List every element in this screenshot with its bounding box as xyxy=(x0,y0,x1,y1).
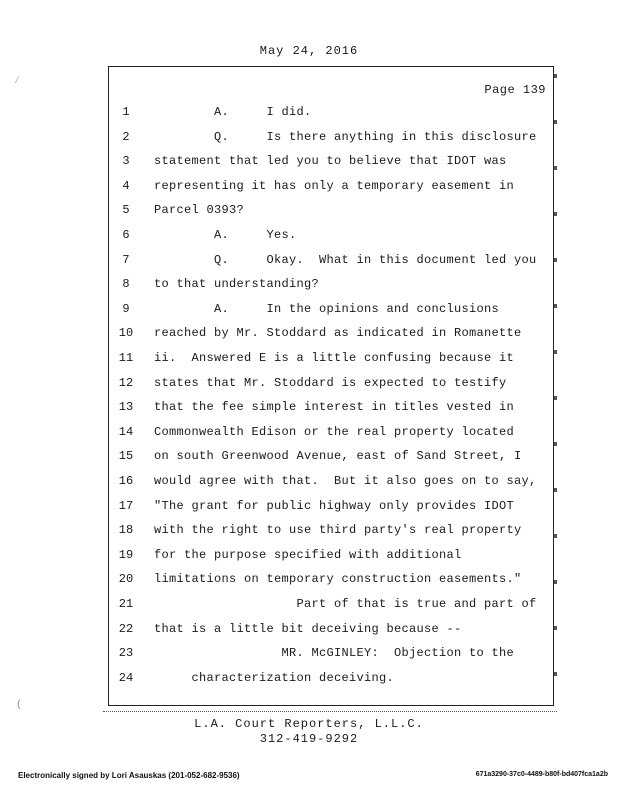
transcript-line xyxy=(108,105,554,129)
line-text: reached by Mr. Stoddard as indicated in Romanette xyxy=(154,326,522,341)
line-text: ii. Answered E is a little confusing because it xyxy=(154,351,515,365)
line-number: 20 xyxy=(118,572,134,587)
line-number: 17 xyxy=(118,498,134,513)
transcript-line xyxy=(108,179,554,203)
transcript-line xyxy=(108,474,554,498)
transcript-line xyxy=(108,449,554,473)
line-text: states that Mr. Stoddard is expected to testify xyxy=(154,375,507,390)
line-text: would agree with that. But it also goes on to say, xyxy=(154,474,537,488)
transcript-line xyxy=(108,572,554,596)
line-text: A. Yes. xyxy=(154,228,297,242)
transcript-line xyxy=(108,228,554,252)
transcript-line xyxy=(108,499,554,523)
line-number: 18 xyxy=(118,523,134,538)
scan-mark-top: ⁄ xyxy=(14,76,21,87)
line-text: for the purpose specified with additional xyxy=(154,547,462,562)
line-number: 11 xyxy=(118,351,134,365)
margin-tick xyxy=(554,442,557,446)
transcript-line xyxy=(108,376,554,400)
line-text: representing it has only a temporary easement in xyxy=(154,178,515,193)
line-text: Commonwealth Edison or the real property located xyxy=(154,424,515,439)
line-number: 9 xyxy=(122,301,130,316)
margin-ticks xyxy=(554,70,560,700)
reporter-phone: 312-419-9292 xyxy=(259,732,359,746)
line-text: Q. Is there anything in this disclosure xyxy=(154,129,537,144)
margin-tick xyxy=(554,672,557,676)
electronic-signature: Electronically signed by Lori Asauskas (201-052-682-9536) xyxy=(18,771,240,780)
line-number: 6 xyxy=(122,228,130,242)
line-number: 4 xyxy=(122,178,130,193)
transcript-line xyxy=(108,671,554,695)
line-number: 2 xyxy=(122,129,130,144)
page-number: Page 139 xyxy=(484,83,546,97)
line-text: Parcel 0393? xyxy=(154,203,245,218)
line-number: 13 xyxy=(118,400,134,415)
margin-tick xyxy=(554,580,557,584)
transcript-line xyxy=(108,622,554,646)
margin-tick xyxy=(554,120,557,124)
line-text: A. In the opinions and conclusions xyxy=(154,301,500,316)
line-text: to that understanding? xyxy=(154,277,320,292)
line-text: on south Greenwood Avenue, east of Sand Street, I xyxy=(154,449,522,464)
line-number: 14 xyxy=(118,424,134,439)
margin-tick xyxy=(554,304,557,308)
line-text: Part of that is true and part of xyxy=(154,597,537,611)
transcript-line xyxy=(108,523,554,547)
margin-tick xyxy=(554,212,557,216)
line-text: limitations on temporary construction easements." xyxy=(154,572,522,587)
line-number: 21 xyxy=(118,597,134,611)
line-number: 3 xyxy=(122,154,130,169)
line-number: 5 xyxy=(122,203,130,218)
line-text: A. I did. xyxy=(154,105,312,119)
line-text: characterization deceiving. xyxy=(154,670,395,685)
transcript-line xyxy=(108,302,554,326)
line-number: 19 xyxy=(118,547,134,562)
transcript-line xyxy=(108,646,554,670)
line-number: 16 xyxy=(118,474,134,488)
transcript-line xyxy=(108,154,554,178)
transcript-line xyxy=(108,130,554,154)
line-number: 7 xyxy=(122,252,130,267)
line-text: "The grant for public highway only provides IDOT xyxy=(154,498,515,513)
line-text: that is a little bit deceiving because -- xyxy=(154,621,462,636)
transcript-line xyxy=(108,425,554,449)
margin-tick xyxy=(554,626,557,630)
transcript-line xyxy=(108,400,554,424)
line-number: 15 xyxy=(118,449,134,464)
margin-tick xyxy=(554,258,557,262)
line-text: MR. McGINLEY: Objection to the xyxy=(154,646,515,661)
transcript-line xyxy=(108,326,554,350)
line-number: 8 xyxy=(122,277,130,292)
margin-tick xyxy=(554,488,557,492)
margin-tick xyxy=(554,350,557,354)
line-number: 24 xyxy=(118,670,134,685)
margin-tick xyxy=(554,166,557,170)
scan-mark-bottom: ( xyxy=(16,700,23,711)
line-number: 12 xyxy=(118,375,134,390)
line-text: that the fee simple interest in titles vested in xyxy=(154,400,515,415)
transcript-line xyxy=(108,253,554,277)
margin-tick xyxy=(554,534,557,538)
line-number: 23 xyxy=(118,646,134,661)
transcript-line xyxy=(108,203,554,227)
line-text: Q. Okay. What in this document led you xyxy=(154,252,537,267)
transcript-line xyxy=(108,548,554,572)
line-number: 22 xyxy=(118,621,134,636)
line-text: statement that led you to believe that IDOT was xyxy=(154,154,507,169)
document-id: 671a3290-37c0-4489-b80f-bd407fca1a2b xyxy=(475,771,608,778)
margin-tick xyxy=(554,74,557,78)
transcript-line xyxy=(108,277,554,301)
margin-tick xyxy=(554,396,557,400)
reporter-company: L.A. Court Reporters, L.L.C. xyxy=(194,717,424,731)
line-number: 10 xyxy=(118,326,134,341)
line-number: 1 xyxy=(122,105,130,119)
line-text: with the right to use third party's real property xyxy=(154,523,522,538)
transcript-line xyxy=(108,597,554,621)
transcript-line xyxy=(108,351,554,375)
deposition-date: May 24, 2016 xyxy=(259,44,359,58)
